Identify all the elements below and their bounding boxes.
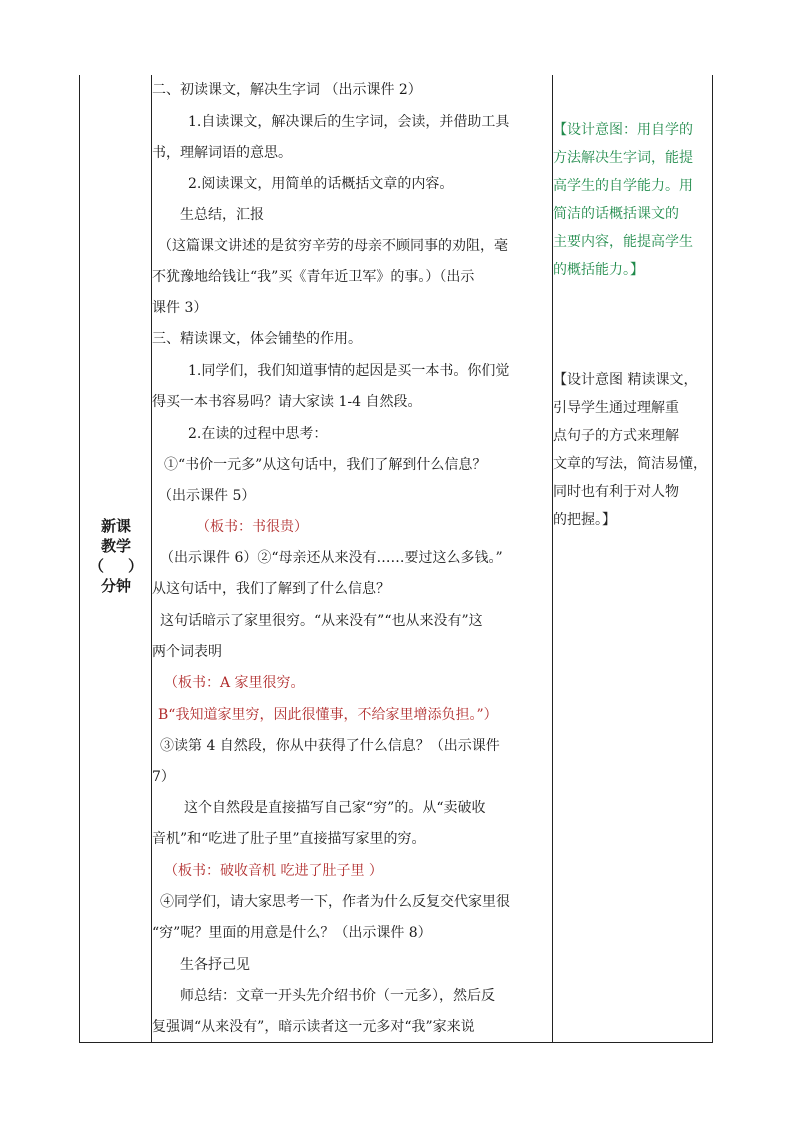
content-line: 得买一本书容易吗？请大家读 1-4 自然段。 <box>152 394 422 410</box>
intent-line: 同时也有利于对人物 <box>553 484 679 500</box>
content-line: 师总结：文章一开头先介绍书价（一元多），然后反 <box>180 988 495 1004</box>
intent-line: 【设计意图 精读课文， <box>553 372 698 388</box>
content-line: 复强调“从来没有”，暗示读者这一元多对“我”家来说 <box>152 1019 475 1035</box>
content-line: 2.在读的过程中思考： <box>188 426 328 442</box>
section-label-line-1: 新课 <box>100 517 131 535</box>
content-line: 1.同学们，我们知道事情的起因是买一本书。你们觉 <box>188 363 510 379</box>
content-line: 生总结，汇报 <box>180 207 264 223</box>
content-line: 2.阅读课文，用简单的话概括文章的内容。 <box>188 176 454 192</box>
intent-line: 高学生的自学能力。用 <box>553 178 693 194</box>
content-line: ③读第 4 自然段，你从中获得了什么信息？（出示课件 <box>160 738 500 754</box>
intent-line: 主要内容，能提高学生 <box>553 234 693 250</box>
intent-line: 的概括能力。】 <box>553 262 644 278</box>
content-line: （板书：书很贵） <box>196 519 308 535</box>
content-line: 音机”和“吃进了肚子里”直接描写家里的穷。 <box>152 831 426 847</box>
content-line: 二、初读课文，解决生字词 （出示课件 2） <box>152 82 422 98</box>
content-line: （出示课件 6）②“母亲还从来没有……要过这么多钱。” <box>160 550 503 566</box>
content-line: 两个词表明 <box>152 644 222 660</box>
table-border-right <box>712 75 713 1043</box>
content-line: 这句话暗示了家里很穷。“从来没有”“也从来没有”这 <box>160 613 483 629</box>
section-label-line-4: 分钟 <box>100 577 131 595</box>
content-line: （出示课件 5） <box>158 488 256 504</box>
content-line: 从这句话中，我们了解到了什么信息？ <box>152 581 390 597</box>
content-line: 1.自读课文，解决课后的生字词，会读，并借助工具 <box>188 114 510 130</box>
intent-line: 方法解决生字词，能提 <box>553 150 693 166</box>
intent-line: 引导学生通过理解重 <box>553 400 679 416</box>
content-line: （这篇课文讲述的是贫穷辛劳的母亲不顾同事的劝阻，毫 <box>158 238 508 254</box>
content-line: “穷”呢？里面的用意是什么？（出示课件 8） <box>152 925 432 941</box>
content-line: 书，理解词语的意思。 <box>152 145 292 161</box>
section-label-line-2: 教学 <box>100 537 131 555</box>
content-line: 7） <box>152 769 175 785</box>
intent-line: 点句子的方式来理解 <box>553 428 679 444</box>
intent-line: 【设计意图：用自学的 <box>553 122 693 138</box>
content-line: （板书：A 家里很穷。 <box>164 675 305 691</box>
intent-line: 简洁的话概括课文的 <box>553 206 679 222</box>
intent-line: 的把握。】 <box>553 512 616 528</box>
section-label <box>80 516 152 596</box>
content-line: B“我知道家里穷，因此很懂事，不给家里增添负担。”） <box>158 707 498 723</box>
content-line: 课件 3） <box>152 300 208 316</box>
section-label-duration <box>80 556 152 576</box>
content-line: 不犹豫地给钱让“我”买《青年近卫军》的事。）（出示 <box>152 269 475 285</box>
content-line: 生各抒己见 <box>180 957 250 973</box>
content-line: 三、精读课文，体会铺垫的作用。 <box>152 331 362 347</box>
table-border-bottom <box>79 1042 713 1043</box>
content-line: ④同学们，请大家思考一下，作者为什么反复交代家里很 <box>160 894 510 910</box>
paren-open: （ <box>89 557 105 575</box>
content-line: ①“书价一元多”从这句话中，我们了解到什么信息？ <box>164 457 487 473</box>
content-line: 这个自然段是直接描写自己家“穷”的。从“卖破收 <box>184 800 486 816</box>
intent-line: 文章的写法，简洁易懂， <box>553 456 707 472</box>
paren-close: ） <box>127 557 143 575</box>
content-line: （板书：破收音机 吃进了肚子里 ） <box>164 863 383 879</box>
